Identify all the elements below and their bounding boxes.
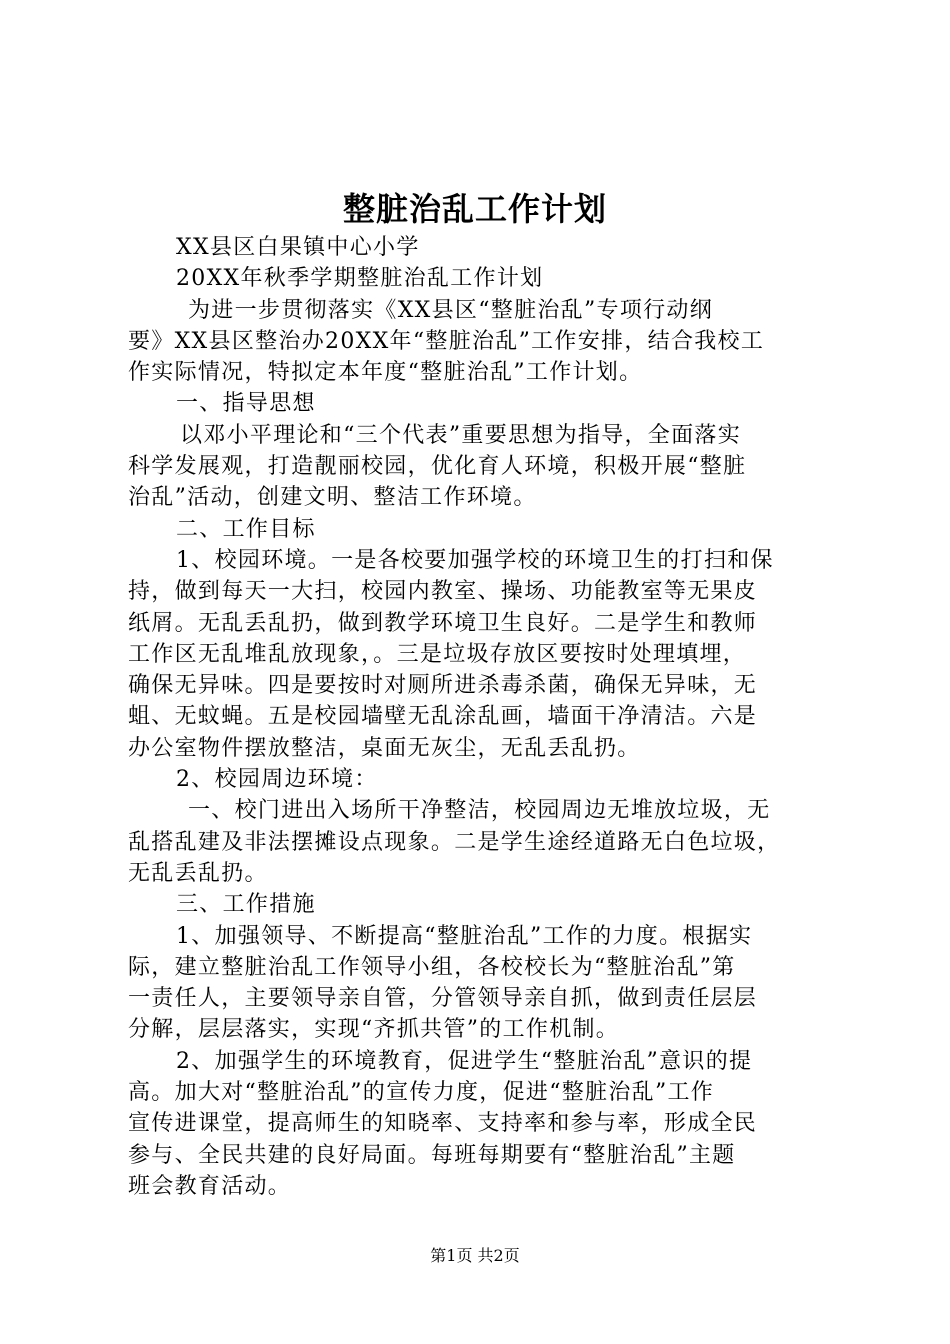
paragraph-line: 参与、全民共建的良好局面。每班每期要有“整脏治乱”主题 (128, 1142, 736, 1168)
paragraph-line: 分解，层层落实，实现“齐抓共管”的工作机制。 (128, 1017, 620, 1043)
paragraph-line: 作实际情况，特拟定本年度“整脏治乱”工作计划。 (128, 360, 643, 386)
paragraph-line: 1、加强领导、不断提高“整脏治乱”工作的力度。根据实 (176, 923, 753, 949)
paragraph-line: 1、校园环境。一是各校要加强学校的环境卫生的打扫和保 (176, 547, 774, 573)
section-heading: 二、工作目标 (176, 516, 316, 542)
paragraph-line: 一责任人，主要领导亲自管，分管领导亲自抓，做到责任层层 (128, 986, 758, 1012)
document-title: 整脏治乱工作计划 (342, 190, 607, 228)
paragraph-line: 工作区无乱堆乱放现象，。三是垃圾存放区要按时处理填埋， (128, 641, 747, 667)
subsection-heading: 2、校园周边环境： (176, 767, 378, 793)
paragraph-line: 宣传进课堂，提高师生的知晓率、支持率和参与率，形成全民 (128, 1111, 758, 1137)
paragraph-line: 一、校门进出入场所干净整洁，校园周边无堆放垃圾，无 (188, 798, 771, 824)
paragraph-line: 班会教育活动。 (128, 1173, 292, 1199)
paragraph-line: 2、加强学生的环境教育，促进学生“整脏治乱”意识的提 (176, 1048, 753, 1074)
paragraph-line: 治乱”活动，创建文明、整洁工作环境。 (128, 485, 537, 511)
paragraph-line: 要》XX县区整治办20XX年“整脏治乱”工作安排，结合我校工 (128, 328, 765, 354)
paragraph-line: 持，做到每天一大扫，校园内教室、操场、功能教室等无果皮 (128, 579, 758, 605)
page-footer: 第1页 共2页 (430, 1246, 520, 1265)
paragraph-line: 无乱丢乱扔。 (128, 860, 268, 886)
paragraph-line: 纸屑。无乱丢乱扔，做到教学环境卫生良好。二是学生和教师 (128, 610, 758, 636)
school-name-line: XX县区白果镇中心小学 (176, 235, 420, 260)
paragraph-line: 以邓小平理论和“三个代表”重要思想为指导，全面落实 (180, 422, 741, 448)
paragraph-line: 际，建立整脏治乱工作领导小组，各校校长为“整脏治乱”第 (128, 954, 736, 980)
paragraph-line: 蛆、无蚊蝇。五是校园墙壁无乱涂乱画，墙面干净清洁。六是 (128, 704, 758, 730)
paragraph-line: 确保无异味。四是要按时对厕所进杀毒杀菌，确保无异味，无 (128, 673, 758, 699)
section-heading: 三、工作措施 (176, 892, 316, 918)
paragraph-line: 科学发展观，打造靓丽校园，优化育人环境，积极开展“整脏 (128, 454, 747, 480)
document-body (128, 232, 828, 1202)
paragraph-line: 乱搭乱建及非法摆摊设点现象。二是学生途经道路无白色垃圾， (128, 829, 781, 855)
plan-subtitle-line: 20XX年秋季学期整脏治乱工作计划 (176, 266, 544, 292)
paragraph-line: 为进一步贯彻落实《XX县区“整脏治乱”专项行动纲 (188, 297, 714, 323)
section-heading: 一、指导思想 (176, 391, 316, 417)
paragraph-line: 办公室物件摆放整洁，桌面无灰尘，无乱丢乱扔。 (128, 735, 641, 761)
paragraph-line: 高。加大对“整脏治乱”的宣传力度，促进“整脏治乱”工作 (128, 1080, 715, 1106)
